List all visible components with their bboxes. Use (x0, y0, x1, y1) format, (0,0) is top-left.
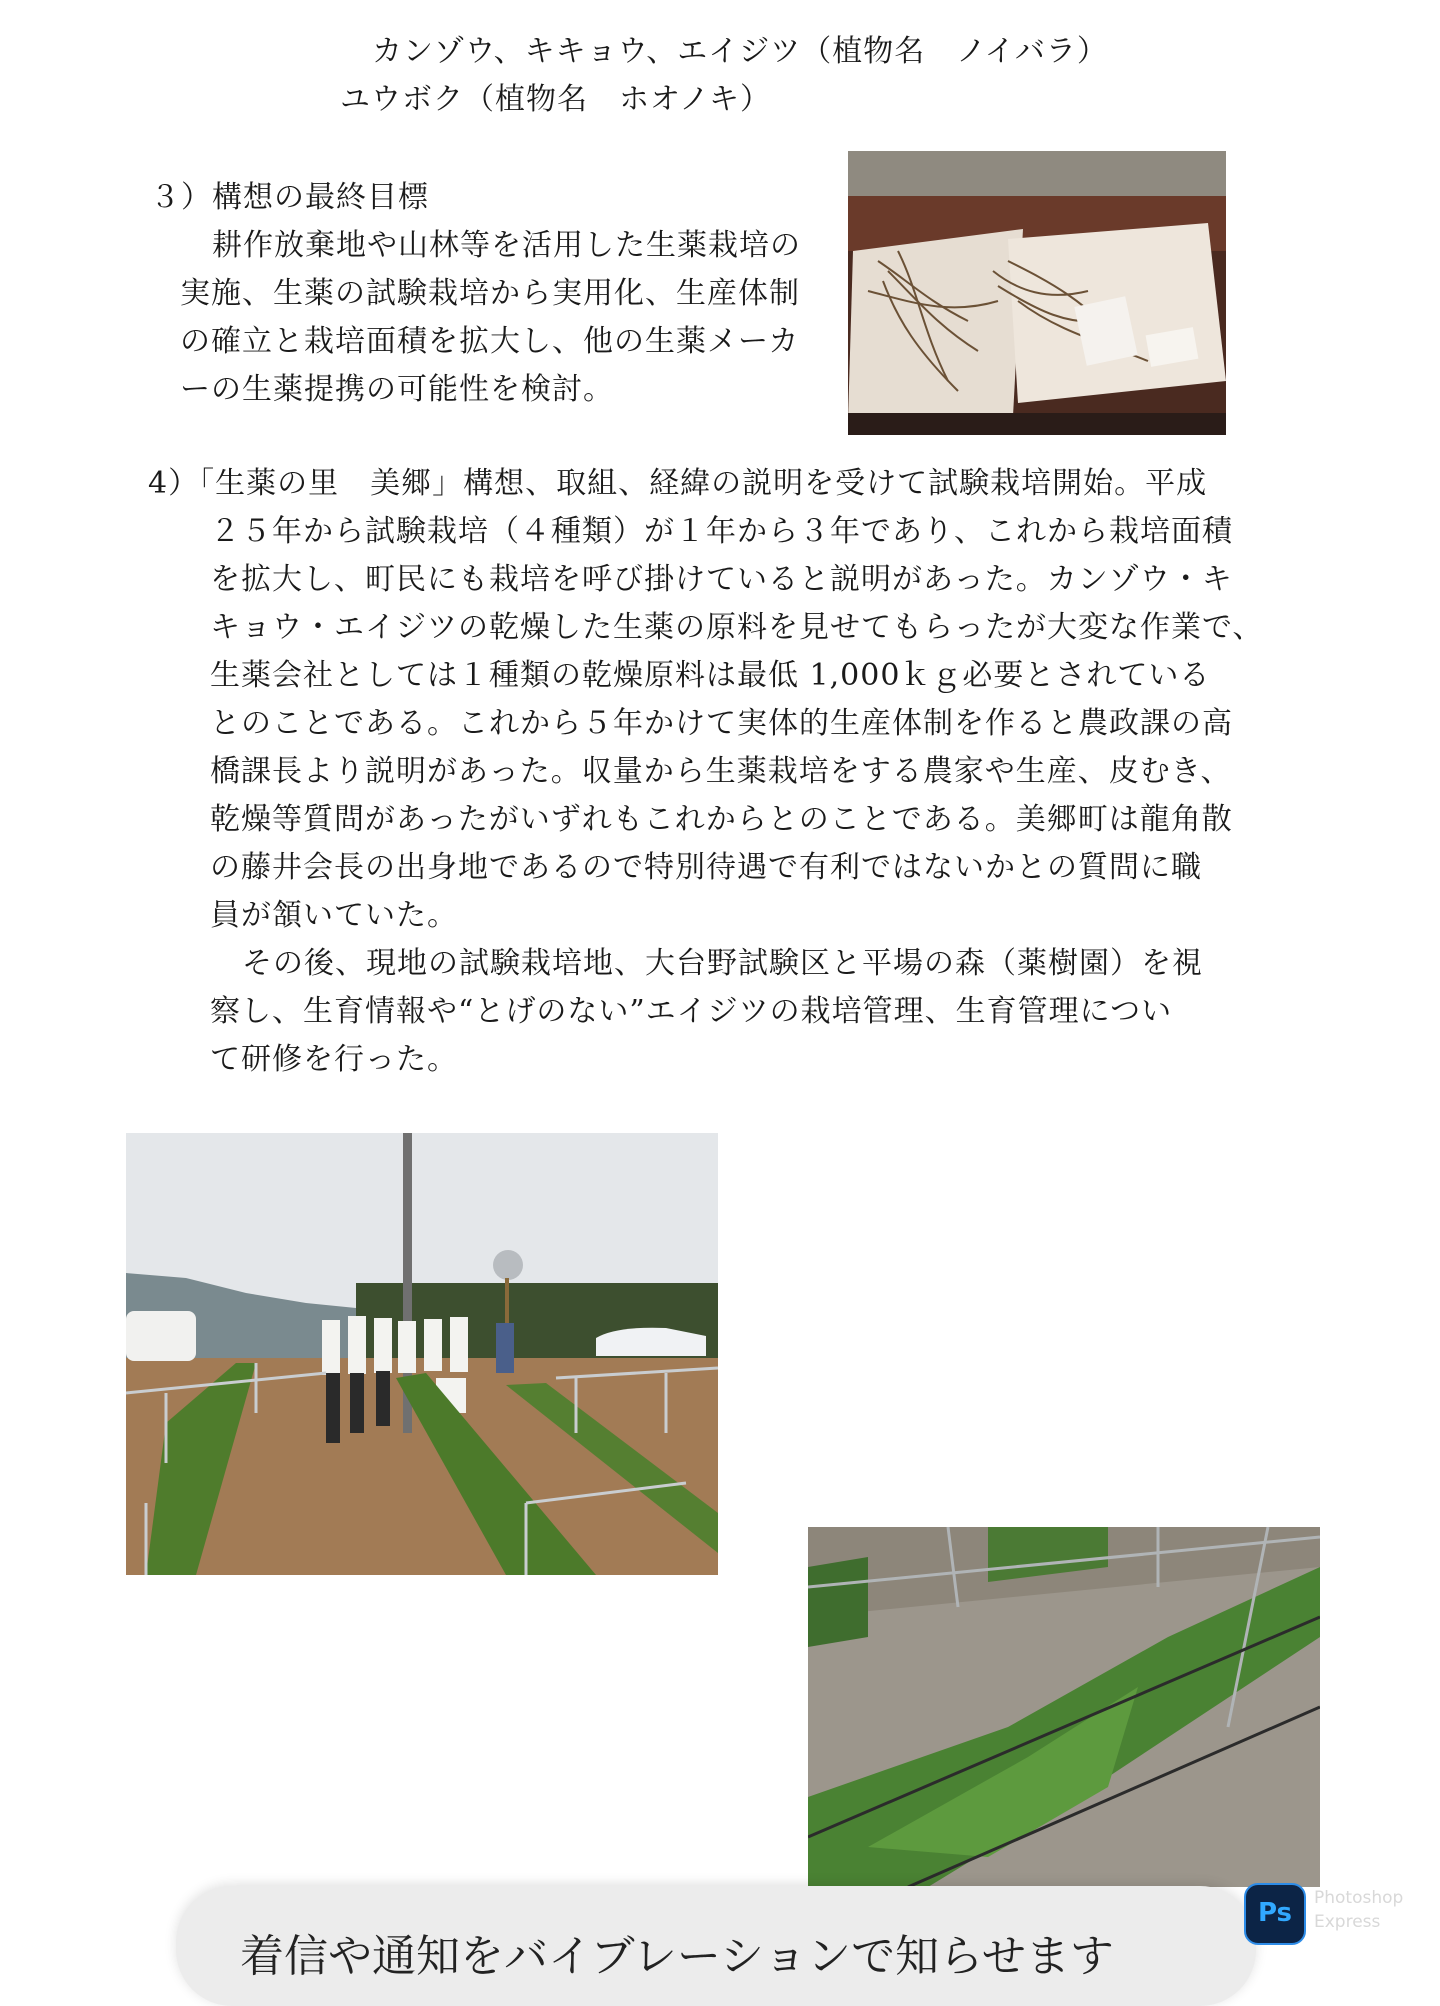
section4-text-line: 乾燥等質問があったがいずれもこれからとのことである。美郷町は龍角散 (210, 802, 1233, 837)
section4-text-line: 橋課長より説明があった。収量から生薬栽培をする農家や生産、皮むき、 (210, 754, 1232, 789)
section4-text-line: の藤井会長の出身地であるので特別待遇で有利ではないかとの質問に職 (210, 850, 1202, 885)
app-label-line: Express (1314, 1912, 1381, 1932)
section3-text-line: の確立と栽培面積を拡大し、他の生薬メーカ (180, 324, 800, 359)
notification-toast[interactable] (176, 1886, 1256, 2006)
section4-text-line: 生薬会社としては１種類の乾燥原料は最低 1,000ｋｇ必要とされている (210, 658, 1211, 693)
section4-text-line: その後、現地の試験栽培地、大台野試験区と平場の森（薬樹園）を視 (242, 946, 1203, 981)
section4-text-line: て研修を行った。 (210, 1042, 458, 1077)
section4-text-line: を拡大し、町民にも栽培を呼び掛けていると説明があった。カンゾウ・キ (210, 562, 1233, 597)
section3-heading: ３）構想の最終目標 (150, 180, 429, 215)
section4-text-line: ２５年から試験栽培（４種類）が１年から３年であり、これから栽培面積 (210, 514, 1233, 549)
photoshop-express-icon[interactable]: Ps (1244, 1883, 1306, 1945)
growing-plants-photo (808, 1527, 1320, 1887)
section4-text-line: キョウ・エイジツの乾燥した生薬の原料を見せてもらったが大変な作業で、 (210, 610, 1264, 645)
header-line-1: カンゾウ、キキョウ、エイジツ（植物名 ノイバラ） (372, 34, 1108, 69)
app-label-line: Photoshop (1314, 1888, 1404, 1908)
section3-text-line: 実施、生薬の試験栽培から実用化、生産体制 (180, 276, 800, 311)
test-field-visit-photo (126, 1133, 718, 1575)
photoshop-express-label (1314, 1886, 1424, 1934)
section3-text-line: ーの生薬提携の可能性を検討。 (180, 372, 614, 407)
header-line-2: ユウボク（植物名 ホオノキ） (340, 82, 771, 117)
dried-herb-roots-photo (848, 151, 1226, 435)
section4-text-line: 察し、生育情報や“とげのない”エイジツの栽培管理、生育管理につい (210, 994, 1173, 1029)
section4-text-line: とのことである。これから５年かけて実体的生産体制を作ると農政課の高 (210, 706, 1233, 741)
section4-text-line: 員が頷いていた。 (210, 898, 458, 933)
notification-text: 着信や通知をバイブレーションで知らせます (240, 1931, 1114, 1982)
section4-heading: 4）「生薬の里 美郷」構想、取組、経緯の説明を受けて試験栽培開始。平成 (148, 466, 1208, 501)
section3-text-line: 耕作放棄地や山林等を活用した生薬栽培の (212, 228, 801, 263)
